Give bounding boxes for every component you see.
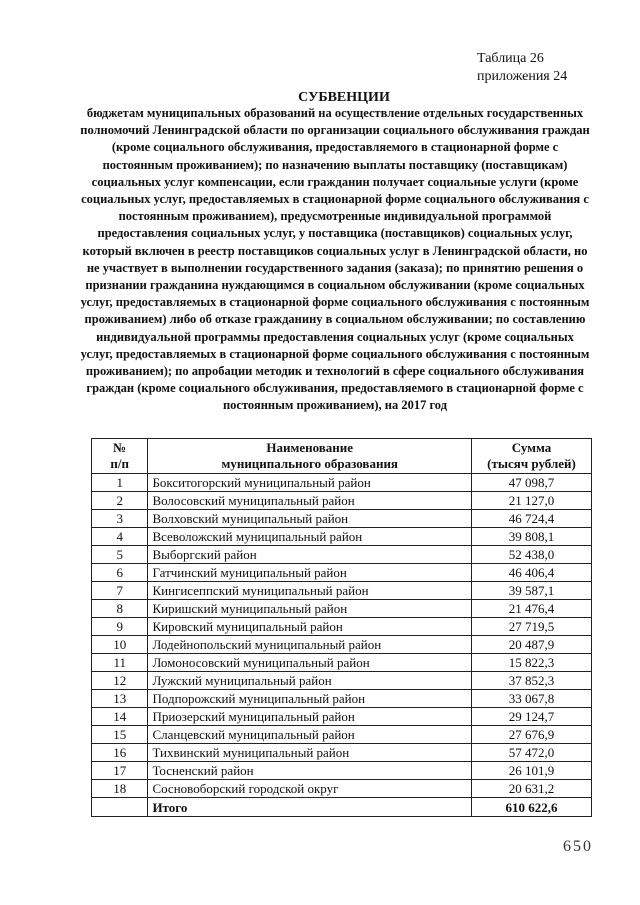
row-name: Лодейнопольский муниципальный район [148, 636, 472, 654]
row-name: Ломоносовский муниципальный район [148, 654, 472, 672]
row-name: Приозерский муниципальный район [148, 708, 472, 726]
row-name: Подпорожский муниципальный район [148, 690, 472, 708]
total-row [92, 798, 592, 817]
row-sum: 27 676,9 [472, 726, 592, 744]
total-num [92, 798, 148, 817]
row-num: 10 [92, 636, 148, 654]
row-num: 16 [92, 744, 148, 762]
row-sum: 39 808,1 [472, 528, 592, 546]
row-sum: 52 438,0 [472, 546, 592, 564]
table-row [92, 492, 592, 510]
table-row [92, 618, 592, 636]
row-sum: 27 719,5 [472, 618, 592, 636]
header-num [92, 439, 148, 474]
table-row [92, 708, 592, 726]
total-sum: 610 622,6 [472, 798, 592, 817]
row-num: 5 [92, 546, 148, 564]
header-name-line1: Наименование [266, 440, 354, 455]
document-title: СУБВЕНЦИИ [298, 90, 390, 105]
row-sum: 37 852,3 [472, 672, 592, 690]
row-sum: 21 127,0 [472, 492, 592, 510]
row-sum: 29 124,7 [472, 708, 592, 726]
row-num: 2 [92, 492, 148, 510]
subventions-table [91, 438, 592, 817]
row-name: Тихвинский муниципальный район [148, 744, 472, 762]
row-name: Кингисеппский муниципальный район [148, 582, 472, 600]
table-row [92, 546, 592, 564]
row-num: 9 [92, 618, 148, 636]
row-name: Гатчинский муниципальный район [148, 564, 472, 582]
row-sum: 21 476,4 [472, 600, 592, 618]
table-row [92, 726, 592, 744]
document-description: бюджетам муниципальных образований на осуществление отдельных государственных полномочий Ленинградской области по организации социального обслуживания граждан (кроме социального обслуживания, предоставляемого в стационарной форме с постоянным проживанием); по назначению выплаты поставщику (поставщикам) социальных услуг компенсации, если гражданин получает социальные услуги (кроме социальных услуг, предоставляемых в стационарной форме социального обслуживания с постоянным проживанием), предусмотренные индивидуальной программой предоставления социальных услуг, у поставщика (поставщиков) социальных услуг, который включен в реестр поставщиков социальных услуг в Ленинградской области, но не участвует в выполнении государственного задания (заказа); по принятию решения о признании гражданина нуждающимся в социальном обслуживании (кроме социальных услуг, предоставляемых в стационарной форме социального обслуживания с постоянным проживанием) либо об отказе гражданину в социальном обслуживании; по составлению индивидуальной программы предоставления социальных услуг (кроме социальных услуг, предоставляемых в стационарной форме социального обслуживания с постоянным проживанием); по апробации методик и технологий в сфере социального обслуживания граждан (кроме социального обслуживания, предоставляемого в стационарной форме с постоянным проживанием), на 2017 год [80, 106, 590, 413]
row-num: 17 [92, 762, 148, 780]
header-sum-line1: Сумма [511, 440, 552, 455]
table-row [92, 582, 592, 600]
header-num-line1: № [113, 440, 127, 455]
row-sum: 20 487,9 [472, 636, 592, 654]
row-num: 15 [92, 726, 148, 744]
row-name: Киришский муниципальный район [148, 600, 472, 618]
table-row [92, 510, 592, 528]
table-row [92, 600, 592, 618]
row-sum: 15 822,3 [472, 654, 592, 672]
page-number: 650 [563, 838, 593, 855]
row-name: Кировский муниципальный район [148, 618, 472, 636]
table-row [92, 690, 592, 708]
table-label: Таблица 26 [477, 51, 544, 66]
table-row [92, 654, 592, 672]
header-num-line2: п/п [110, 456, 130, 471]
row-name: Бокситогорский муниципальный район [148, 474, 472, 492]
table-row [92, 564, 592, 582]
table-reference [477, 50, 567, 86]
row-sum: 39 587,1 [472, 582, 592, 600]
row-name: Тосненский район [148, 762, 472, 780]
row-num: 3 [92, 510, 148, 528]
row-name: Сланцевский муниципальный район [148, 726, 472, 744]
total-label: Итого [148, 798, 472, 817]
table-header-row [92, 439, 592, 474]
row-num: 13 [92, 690, 148, 708]
row-sum: 26 101,9 [472, 762, 592, 780]
table-row [92, 528, 592, 546]
row-num: 18 [92, 780, 148, 798]
table-row [92, 780, 592, 798]
table-body [92, 474, 592, 798]
row-num: 8 [92, 600, 148, 618]
table-row [92, 474, 592, 492]
table-row [92, 744, 592, 762]
row-num: 12 [92, 672, 148, 690]
row-num: 4 [92, 528, 148, 546]
table-row [92, 636, 592, 654]
table-row [92, 672, 592, 690]
row-num: 11 [92, 654, 148, 672]
row-num: 7 [92, 582, 148, 600]
header-sum [472, 439, 592, 474]
header-name-line2: муниципального образования [221, 456, 398, 471]
row-name: Лужский муниципальный район [148, 672, 472, 690]
row-num: 1 [92, 474, 148, 492]
row-sum: 20 631,2 [472, 780, 592, 798]
row-num: 6 [92, 564, 148, 582]
appendix-label: приложения 24 [477, 69, 568, 84]
table-row [92, 762, 592, 780]
row-name: Волосовский муниципальный район [148, 492, 472, 510]
row-name: Волховский муниципальный район [148, 510, 472, 528]
header-sum-line2: (тысяч рублей) [487, 456, 576, 471]
row-name: Всеволожский муниципальный район [148, 528, 472, 546]
row-sum: 57 472,0 [472, 744, 592, 762]
row-name: Выборгский район [148, 546, 472, 564]
row-sum: 33 067,8 [472, 690, 592, 708]
row-sum: 46 406,4 [472, 564, 592, 582]
row-sum: 47 098,7 [472, 474, 592, 492]
row-sum: 46 724,4 [472, 510, 592, 528]
row-name: Сосновоборский городской округ [148, 780, 472, 798]
header-name [148, 439, 472, 474]
row-num: 14 [92, 708, 148, 726]
